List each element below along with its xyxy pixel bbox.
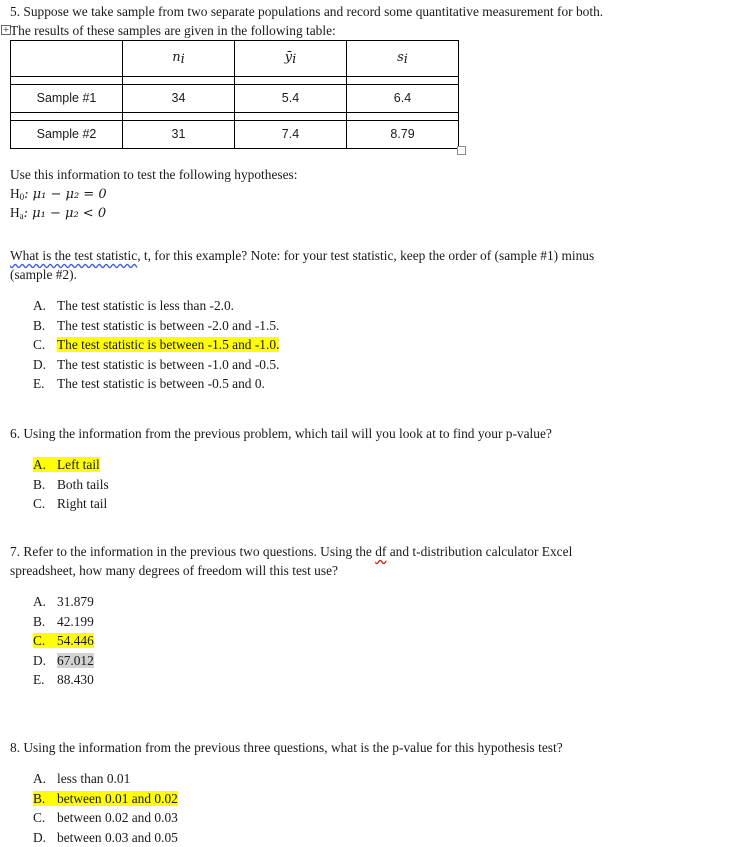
highlighted-answer: C. 54.446	[33, 633, 94, 648]
option-e[interactable]: E. The test statistic is between -0.5 and 0.	[33, 374, 279, 394]
q5-hypothesis-intro: Use this information to test the following hypotheses:	[10, 165, 710, 184]
option-e[interactable]: E. 88.430	[33, 670, 94, 690]
option-a[interactable]: A. The test statistic is less than -2.0.	[33, 296, 279, 316]
table-header-s: $s_i$	[347, 41, 459, 77]
q7-question: 7. Refer to the information in the previous two questions. Using the df and t-distribution calculator Excel spreadsheet, how many degrees of freedom will this test use?	[10, 542, 710, 580]
option-d[interactable]: D. between 0.03 and 0.05	[33, 828, 178, 847]
q7-options	[33, 592, 94, 690]
table-resize-handle-icon[interactable]	[457, 146, 466, 155]
option-a[interactable]: A. less than 0.01	[33, 769, 178, 789]
table-row	[11, 85, 459, 113]
option-a[interactable]	[33, 455, 109, 475]
sample-table	[10, 40, 459, 149]
table-cell: 5.4	[235, 85, 347, 113]
table-header-ybar: $ȳ_i$	[235, 41, 347, 77]
option-b[interactable]: B. Both tails	[33, 475, 109, 495]
option-c[interactable]: C. Right tail	[33, 494, 109, 514]
alternative-hypothesis: $H_a$: μ₁ − μ₂ < 0	[10, 203, 710, 226]
highlighted-answer: The test statistic is between -1.5 and -1.0.	[57, 337, 279, 352]
table-cell: Sample #1	[11, 85, 123, 113]
q5-line2: The results of these samples are given in the following table:	[10, 21, 710, 40]
q6-options	[33, 455, 109, 514]
option-b[interactable]	[33, 789, 178, 809]
table-cell: 8.79	[347, 121, 459, 149]
null-hypothesis: $H_0$: μ₁ − μ₂ = 0	[10, 184, 710, 207]
q8-question: 8. Using the information from the previous three questions, what is the p-value for this hypothesis test?	[10, 738, 710, 757]
option-c[interactable]	[33, 631, 94, 651]
table-row	[11, 121, 459, 149]
option-c[interactable]: C. The test statistic is between -1.5 and -1.0.	[33, 335, 279, 355]
table-cell: 34	[123, 85, 235, 113]
table-cell: 31	[123, 121, 235, 149]
table-cell: 7.4	[235, 121, 347, 149]
highlighted-answer: B. between 0.01 and 0.02	[33, 791, 178, 806]
q5-question: What is the test statistic, t, for this example? Note: for your test statistic, keep the order of (sample #1) minus (sample #2).	[10, 246, 710, 284]
option-b[interactable]: B. 42.199	[33, 612, 94, 632]
option-b[interactable]: B. The test statistic is between -2.0 and -1.5.	[33, 316, 279, 336]
table-header-empty	[11, 41, 123, 77]
table-cell: 6.4	[347, 85, 459, 113]
option-d[interactable]: D. The test statistic is between -1.0 and -0.5.	[33, 355, 279, 375]
q5-options	[33, 296, 279, 394]
table-move-handle-icon[interactable]: +	[1, 25, 11, 35]
q8-options	[33, 769, 178, 847]
option-d[interactable]: D. 67.012	[33, 651, 94, 671]
q6-question: 6. Using the information from the previous problem, which tail will you look at to find your p-value?	[10, 424, 710, 443]
table-header-row	[11, 41, 459, 77]
option-a[interactable]: A. 31.879	[33, 592, 94, 612]
table-cell: Sample #2	[11, 121, 123, 149]
highlighted-answer: A. Left tail	[33, 457, 100, 472]
selected-text: 67.012	[57, 653, 94, 668]
table-header-n: $n_i$	[123, 41, 235, 77]
option-c[interactable]: C. between 0.02 and 0.03	[33, 808, 178, 828]
q5-line1: 5. Suppose we take sample from two separate populations and record some quantitative measurement for both.	[10, 2, 710, 21]
